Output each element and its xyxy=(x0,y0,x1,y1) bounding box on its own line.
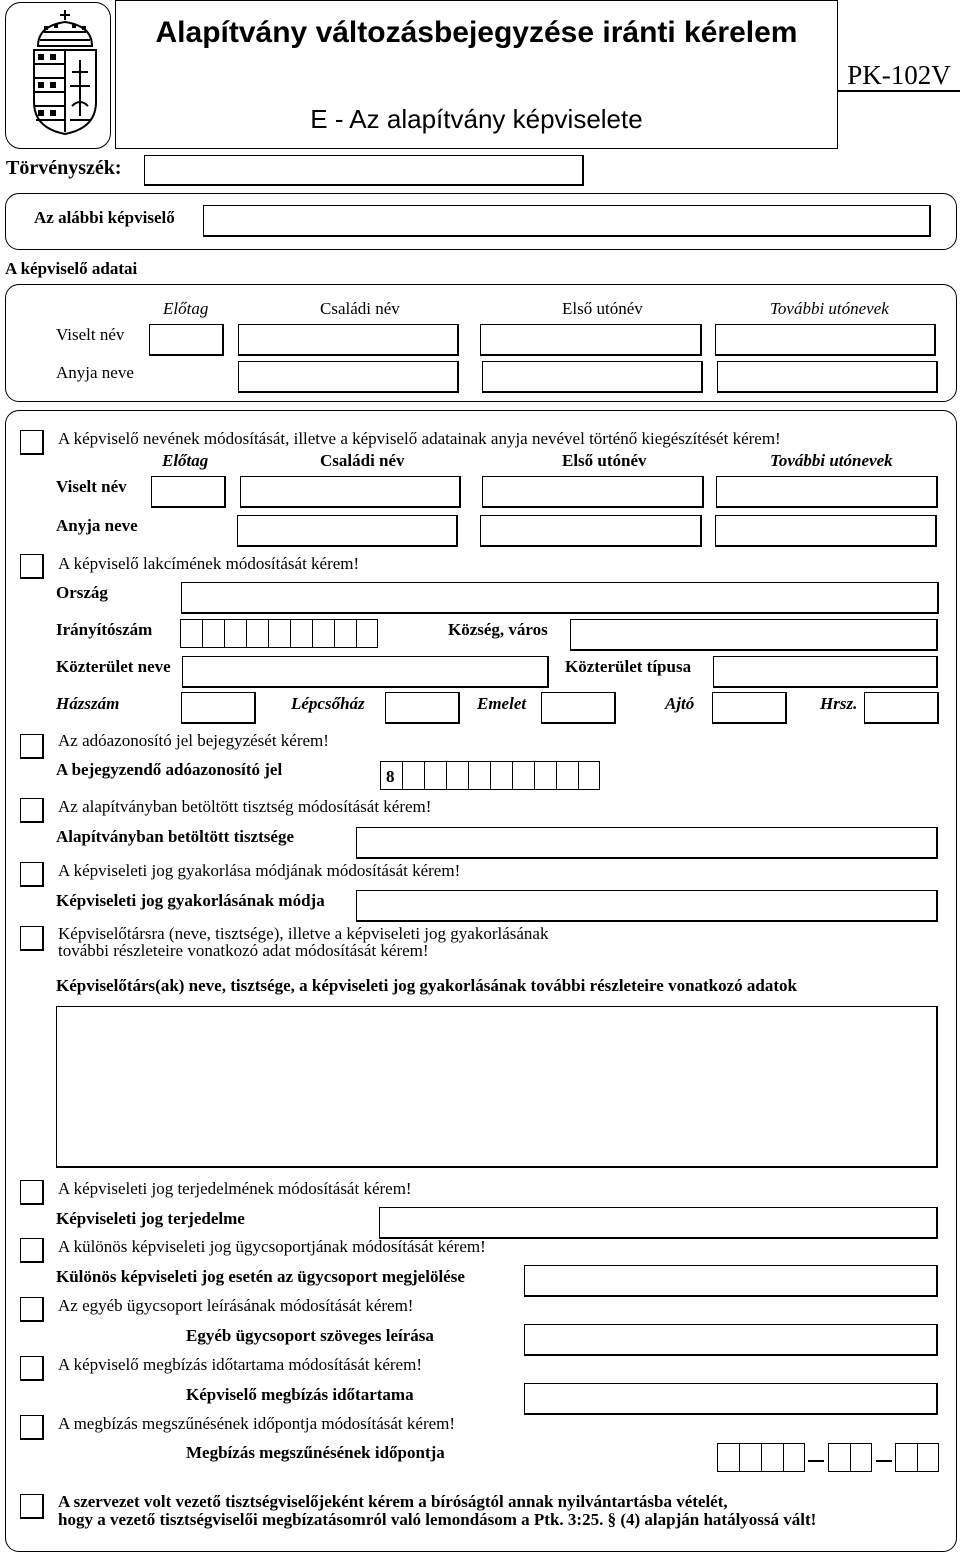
data-section-title: A képviselő adatai xyxy=(5,259,138,278)
new-name-first-input[interactable] xyxy=(482,476,704,508)
street-name-input[interactable] xyxy=(182,656,549,688)
rep-mode-checkbox[interactable] xyxy=(20,862,44,887)
new-row-name-label: Viselt név xyxy=(56,477,127,496)
mandate-end-field-label: Megbízás megszűnésének időpontja xyxy=(186,1443,445,1462)
resignation-checkbox[interactable] xyxy=(20,1494,44,1519)
resignation-line-1: A szervezet volt vezető tisztségviselőjeként kérem a bíróságtól annak nyilvántartásba vételét, xyxy=(58,1492,728,1511)
co-rep-checkbox[interactable] xyxy=(20,926,44,951)
mandate-end-month-grid[interactable] xyxy=(828,1443,872,1472)
name-family-input[interactable] xyxy=(238,324,459,356)
name-change-checkbox[interactable] xyxy=(20,430,44,455)
date-separator-2 xyxy=(876,1460,892,1462)
special-rep-input[interactable] xyxy=(524,1265,938,1297)
co-rep-textarea[interactable] xyxy=(56,1006,938,1168)
court-input[interactable] xyxy=(144,155,584,186)
form-title: Alapítvány változásbejegyzése iránti kérelem xyxy=(155,16,798,49)
street-name-label: Közterület neve xyxy=(56,657,171,676)
floor-label: Emelet xyxy=(477,694,527,713)
date-separator-1 xyxy=(808,1460,824,1462)
co-rep-label-2: további részleteire vonatkozó adat módosítását kérem! xyxy=(58,941,429,960)
representative-label: Az alábbi képviselő xyxy=(34,208,175,227)
name-change-label: A képviselő nevének módosítását, illetve a képviselő adatainak anyja nevével történő kiegészítését kérem! xyxy=(58,429,781,448)
lot-number-label: Hrsz. xyxy=(820,694,858,713)
other-case-input[interactable] xyxy=(524,1324,938,1356)
new-name-family-input[interactable] xyxy=(240,476,461,508)
col-first-name: Első utónév xyxy=(562,299,643,318)
rep-mode-field-label: Képviseleti jog gyakorlásának módja xyxy=(56,891,325,910)
col-other-names: További utónevek xyxy=(770,299,889,318)
col-family-name: Családi név xyxy=(320,299,400,318)
mandate-duration-input[interactable] xyxy=(524,1383,938,1415)
house-number-input[interactable] xyxy=(181,692,256,724)
mother-first-input[interactable] xyxy=(482,361,703,393)
city-input[interactable] xyxy=(570,619,938,651)
house-number-label: Házszám xyxy=(56,694,120,713)
zip-label: Irányítószám xyxy=(56,620,153,639)
new-mother-family-input[interactable] xyxy=(237,515,458,547)
mandate-end-year-grid[interactable] xyxy=(717,1443,805,1472)
mandate-end-checkbox[interactable] xyxy=(20,1415,44,1440)
rep-scope-input[interactable] xyxy=(379,1207,938,1239)
mandate-duration-field-label: Képviselő megbízás időtartama xyxy=(186,1385,414,1404)
stair-label: Lépcsőház xyxy=(291,694,365,713)
tax-id-field-label: A bejegyzendő adóazonosító jel xyxy=(56,760,283,779)
new-col-prefix: Előtag xyxy=(162,451,209,470)
tax-id-grid[interactable] xyxy=(380,761,600,790)
new-name-other-input[interactable] xyxy=(716,476,938,508)
special-rep-label: A különös képviseleti jog ügycsoportjának módosítását kérem! xyxy=(58,1237,486,1256)
country-label: Ország xyxy=(56,583,108,602)
position-input[interactable] xyxy=(356,827,938,859)
other-case-field-label: Egyéb ügycsoport szöveges leírása xyxy=(186,1326,434,1345)
rep-scope-label: A képviseleti jog terjedelmének módosítását kérem! xyxy=(58,1179,412,1198)
door-label: Ajtó xyxy=(665,694,695,713)
mother-family-input[interactable] xyxy=(238,361,459,393)
tax-id-label: Az adóazonosító jel bejegyzését kérem! xyxy=(58,731,329,750)
representative-input[interactable] xyxy=(203,205,931,237)
street-type-input[interactable] xyxy=(713,656,938,688)
stair-input[interactable] xyxy=(385,692,460,724)
mother-other-input[interactable] xyxy=(717,361,938,393)
hungarian-coat-of-arms-icon xyxy=(24,6,106,138)
other-case-label: Az egyéb ügycsoport leírásának módosítását kérem! xyxy=(58,1296,414,1315)
col-prefix: Előtag xyxy=(163,299,209,318)
special-rep-checkbox[interactable] xyxy=(20,1238,44,1263)
mandate-end-label: A megbízás megszűnésének időpontja módosítását kérem! xyxy=(58,1414,456,1433)
header-divider xyxy=(838,90,960,92)
street-type-label: Közterület típusa xyxy=(565,657,692,676)
name-first-input[interactable] xyxy=(480,324,702,356)
new-name-prefix-input[interactable] xyxy=(151,476,226,508)
mandate-duration-checkbox[interactable] xyxy=(20,1356,44,1381)
rep-scope-checkbox[interactable] xyxy=(20,1180,44,1205)
address-change-checkbox[interactable] xyxy=(20,554,44,579)
name-prefix-input[interactable] xyxy=(149,324,224,356)
door-input[interactable] xyxy=(712,692,787,724)
form-code: PK-102V xyxy=(847,60,951,90)
floor-input[interactable] xyxy=(541,692,616,724)
court-label: Törvényszék: xyxy=(6,157,122,179)
lot-number-input[interactable] xyxy=(864,692,939,724)
position-checkbox[interactable] xyxy=(20,798,44,823)
position-label: Az alapítványban betöltött tisztség módosítását kérem! xyxy=(58,797,432,816)
rep-mode-input[interactable] xyxy=(356,890,938,922)
zip-code-grid[interactable] xyxy=(180,619,378,648)
position-field-label: Alapítványban betöltött tisztsége xyxy=(56,827,294,846)
new-row-mother-label: Anyja neve xyxy=(56,516,138,535)
co-rep-label-1: Képviselőtársra (neve, tisztsége), illetve a képviseleti jog gyakorlásának xyxy=(58,924,549,943)
mandate-end-day-grid[interactable] xyxy=(895,1443,939,1472)
new-col-other: További utónevek xyxy=(770,451,893,470)
form-subtitle: E - Az alapítvány képviselete xyxy=(310,104,643,134)
new-col-first: Első utónév xyxy=(562,451,647,470)
new-col-family: Családi név xyxy=(320,451,405,470)
resignation-line-2: hogy a vezető tisztségviselői megbízatásomról való lemondásom a Ptk. 3:25. § (4) alapján hatályossá vált! xyxy=(58,1510,817,1529)
row-name-label: Viselt név xyxy=(56,325,125,344)
tax-id-first-digit: 8 xyxy=(386,767,395,786)
other-case-checkbox[interactable] xyxy=(20,1297,44,1322)
rep-scope-field-label: Képviseleti jog terjedelme xyxy=(56,1209,245,1228)
country-input[interactable] xyxy=(181,582,939,614)
mandate-duration-label: A képviselő megbízás időtartama módosítását kérem! xyxy=(58,1355,422,1374)
tax-id-checkbox[interactable] xyxy=(20,734,44,759)
name-other-input[interactable] xyxy=(715,324,936,356)
row-mother-label: Anyja neve xyxy=(56,363,134,382)
city-label: Község, város xyxy=(448,620,548,639)
address-change-label: A képviselő lakcímének módosítását kérem! xyxy=(58,554,360,573)
co-rep-field-label: Képviselőtárs(ak) neve, tisztsége, a képviseleti jog gyakorlásának további részleteire vonatkozó adatok xyxy=(56,976,798,995)
new-mother-other-input[interactable] xyxy=(715,515,937,547)
special-rep-field-label: Különös képviseleti jog esetén az ügycsoport megjelölése xyxy=(56,1267,465,1286)
rep-mode-label: A képviseleti jog gyakorlása módjának módosítását kérem! xyxy=(58,861,461,880)
new-mother-first-input[interactable] xyxy=(480,515,702,547)
